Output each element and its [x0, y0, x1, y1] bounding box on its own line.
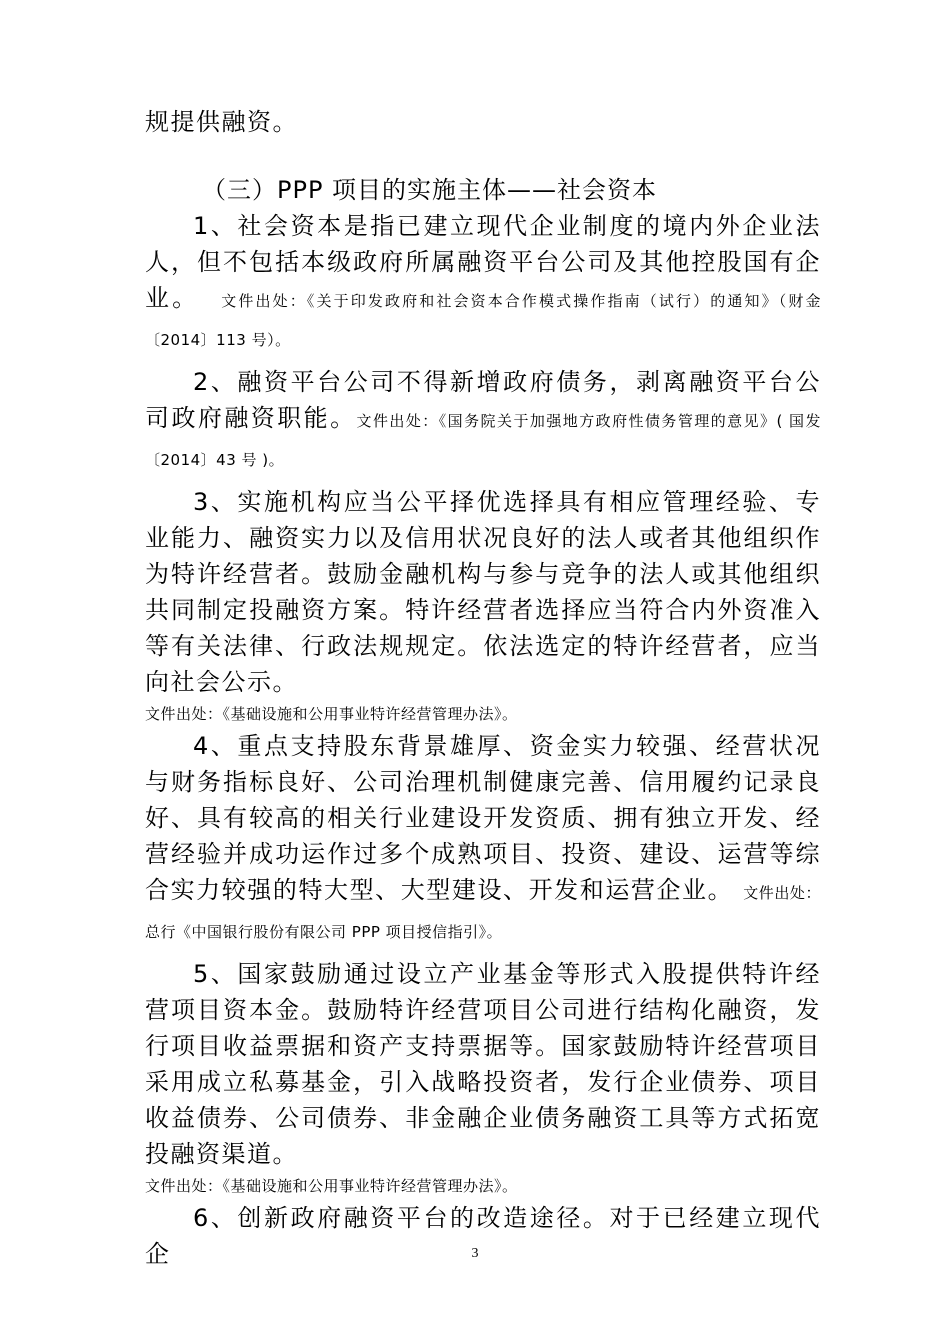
source-citation-5: 文件出处：《基础设施和公用事业特许经营管理办法》。 — [145, 1177, 518, 1195]
paragraph-item-4-text: 4、重点支持股东背景雄厚、资金实力较强、经营状况与财务指标良好、公司治理机制健康完善、信用履约记录良好、具有较高的相关行业建设开发资质、拥有独立开发、经营经验并成功运作过多个成熟项目、投资、建设、运营等综合实力较强的特大型、大型建设、开发和运营企业。 — [145, 732, 821, 904]
section-heading: （三）PPP 项目的实施主体——社会资本 — [202, 176, 658, 204]
source-citation-1: 文件出处：《关于印发政府和社会资本合作模式操作指南（试行）的通知》（财金〔2014〕113 号）。 — [145, 292, 821, 349]
paragraph-continuation: 规提供融资。 — [145, 108, 298, 136]
paragraph-item-2-text: 2、融资平台公司不得新增政府债务，剥离融资平台公司政府融资职能。 — [145, 368, 821, 432]
paragraph-item-5: 5、国家鼓励通过设立产业基金等形式入股提供特许经营项目资本金。鼓励特许经营项目公司进行结构化融资，发行项目收益票据和资产支持票据等。国家鼓励特许经营项目采用成立私募基金，引入战略投资者，发行企业债券、项目收益债券、公司债券、非金融企业债务融资工具等方式拓宽投融资渠道。 — [145, 960, 821, 1168]
paragraph-item-1 — [145, 208, 821, 358]
source-citation-4: 文件出处：总行《中国银行股份有限公司 PPP 项目授信指引》。 — [145, 884, 821, 941]
paragraph-item-4 — [145, 728, 821, 950]
source-citation-2: 文件出处：《国务院关于加强地方政府性债务管理的意见》( 国发〔2014〕43 号 )。 — [145, 412, 822, 469]
document-body — [145, 104, 821, 1272]
page-number: 3 — [471, 1246, 479, 1261]
paragraph-item-1-text: 1、社会资本是指已建立现代企业制度的境内外企业法人，但不包括本级政府所属融资平台公司及其他控股国有企业。 — [145, 212, 821, 312]
paragraph-item-6: 6、创新政府融资平台的改造途径。对于已经建立现代企 — [145, 1204, 821, 1268]
source-citation-3: 文件出处：《基础设施和公用事业特许经营管理办法》。 — [145, 705, 518, 723]
paragraph-item-2 — [145, 364, 821, 478]
paragraph-item-3: 3、实施机构应当公平择优选择具有相应管理经验、专业能力、融资实力以及信用状况良好的法人或者其他组织作为特许经营者。鼓励金融机构与参与竞争的法人或其他组织共同制定投融资方案。特许经营者选择应当符合内外资准入等有关法律、行政法规规定。依法选定的特许经营者，应当向社会公示。 — [145, 488, 821, 696]
